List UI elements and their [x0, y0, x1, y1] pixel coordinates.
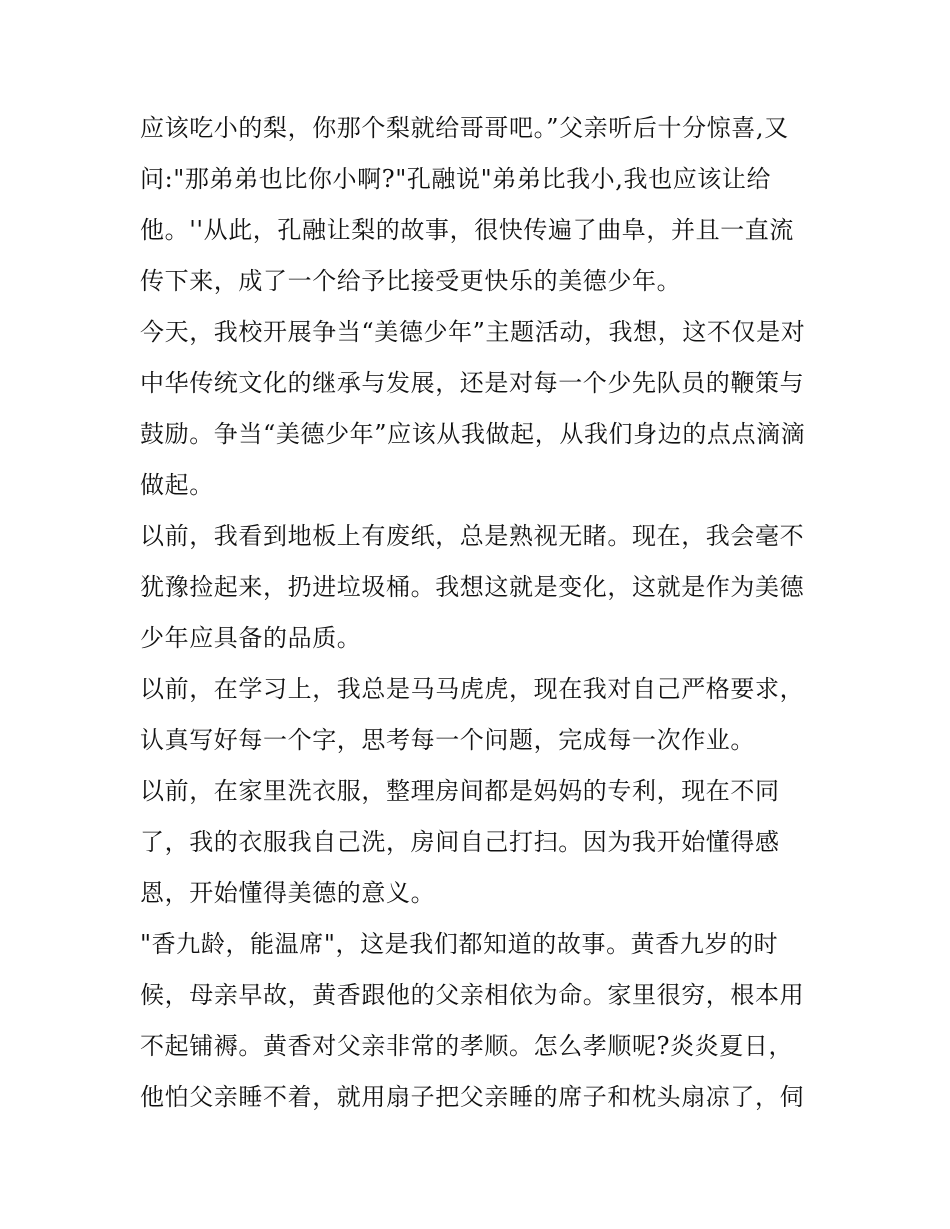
text-line: 鼓励。争当“美德少年”应该从我做起，从我们身边的点点滴滴 — [140, 420, 806, 448]
text-line: 认真写好每一个字，思考每一个问题，完成每一次作业。 — [140, 726, 755, 754]
text-line: 不起铺褥。黄香对父亲非常的孝顺。怎么孝顺呢?炎炎夏日， — [140, 1032, 794, 1060]
document-body — [140, 103, 820, 1123]
text-line: 今天，我校开展争当“美德少年”主题活动，我想，这不仅是对 — [140, 318, 806, 346]
text-line: 候，母亲早故，黄香跟他的父亲相依为命。家里很穷，根本用 — [140, 981, 805, 1009]
text-line: 问:"那弟弟也比你小啊?"孔融说"弟弟比我小,我也应该让给 — [140, 165, 772, 193]
text-line: 中华传统文化的继承与发展，还是对每一个少先队员的鞭策与 — [140, 369, 805, 397]
text-line: 了，我的衣服我自己洗，房间自己打扫。因为我开始懂得感 — [140, 828, 780, 856]
text-line: 应该吃小的梨，你那个梨就给哥哥吧。”父亲听后十分惊喜,又 — [140, 114, 789, 142]
text-line: "香九龄，能温席"，这是我们都知道的故事。黄香九岁的时 — [140, 930, 779, 958]
text-line: 以前，在家里洗衣服，整理房间都是妈妈的专利，现在不同 — [140, 777, 780, 805]
text-line: 他怕父亲睡不着，就用扇子把父亲睡的席子和枕头扇凉了，伺 — [140, 1083, 805, 1111]
text-line: 恩，开始懂得美德的意义。 — [140, 879, 436, 907]
text-line: 传下来，成了一个给予比接受更快乐的美德少年。 — [140, 267, 682, 295]
text-line: 以前，我看到地板上有废纸，总是熟视无睹。现在，我会毫不 — [140, 522, 805, 550]
text-line: 他。''从此，孔融让梨的故事，很快传遍了曲阜，并且一直流 — [140, 216, 794, 244]
text-line: 以前，在学习上，我总是马马虎虎，现在我对自己严格要求， — [140, 675, 805, 703]
text-line: 少年应具备的品质。 — [140, 624, 362, 652]
text-line: 犹豫捡起来，扔进垃圾桶。我想这就是变化，这就是作为美德 — [140, 573, 805, 601]
text-line: 做起。 — [140, 471, 214, 499]
